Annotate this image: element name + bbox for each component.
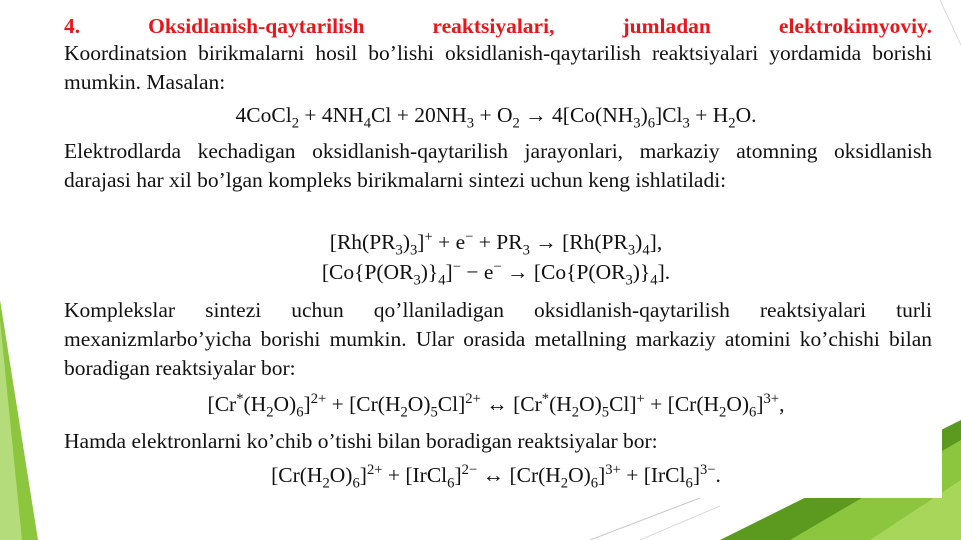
equation-3: $[Co\{P(OR_3)\}_4]^- - e^- \to [Co\{P(OR_3)\}_4]$. bbox=[321, 258, 671, 289]
paragraph-4: Hamda elektronlarni ko’chib o’tishi bilan boradigan reaktsiyalar bor: bbox=[64, 429, 658, 453]
thin-line-1 bbox=[590, 498, 700, 540]
equation-2: $[Rh(PR_3)_3]^+ + e^- + PR_3 \to [Rh(PR_3)_4]$, bbox=[329, 228, 663, 259]
equation-5: $[Cr(H_2O)_6]^{2+}$ + [IrCl$_6$]$^{2-}$ ↔ $[Cr(H_2O)_6]^{3+}$ + [IrCl$_6$]$^{3-}$. bbox=[271, 461, 721, 492]
paragraph-2: Elektrodlarda kechadigan oksidlanish-qaytarilish jarayonlari, markaziy atomning oksidlanish darajasi har xil bo’lgan kompleks birikmalarni sintezi uchun keng ishlatiladi: bbox=[64, 139, 932, 192]
thin-line-2 bbox=[640, 506, 720, 540]
thin-line-3 bbox=[940, 0, 961, 45]
equation-1: 4CoCl$_2$ + $4NH_4Cl + 20NH_3 + O_2 \to 4[Co(NH_3)_6]Cl_3 + H_2O$. bbox=[235, 103, 757, 132]
section-heading: 4. Oksidlanish-qaytarilish reaktsiyalari, jumladan elektrokimyoviy. bbox=[64, 14, 932, 38]
paragraph-1: Koordinatsion birikmalarni hosil bo’lishi oksidlanish-qaytarilish reaktsiyalari yordamida borishi mumkin. Masalan: bbox=[64, 41, 932, 94]
heading-paragraph bbox=[64, 12, 932, 41]
equation-4: $[Cr^*(H_2O)_6]^{2+} + [Cr(H_2O)_5Cl]^{2+}$ ↔ $[Cr^*(H_2O)_5Cl]^+ + [Cr(H_2O)_6]^{3+}$, bbox=[207, 390, 785, 421]
content-panel bbox=[50, 10, 942, 498]
paragraph-3: Komplekslar sintezi uchun qo’llaniladigan oksidlanish-qaytarilish reaktsiyalari turli mexanizmlarbo’yicha borishi mumkin. Ular orasida metallning markaziy atomini ko’chishi bilan boradigan reaktsiyalar bor: bbox=[64, 298, 932, 380]
